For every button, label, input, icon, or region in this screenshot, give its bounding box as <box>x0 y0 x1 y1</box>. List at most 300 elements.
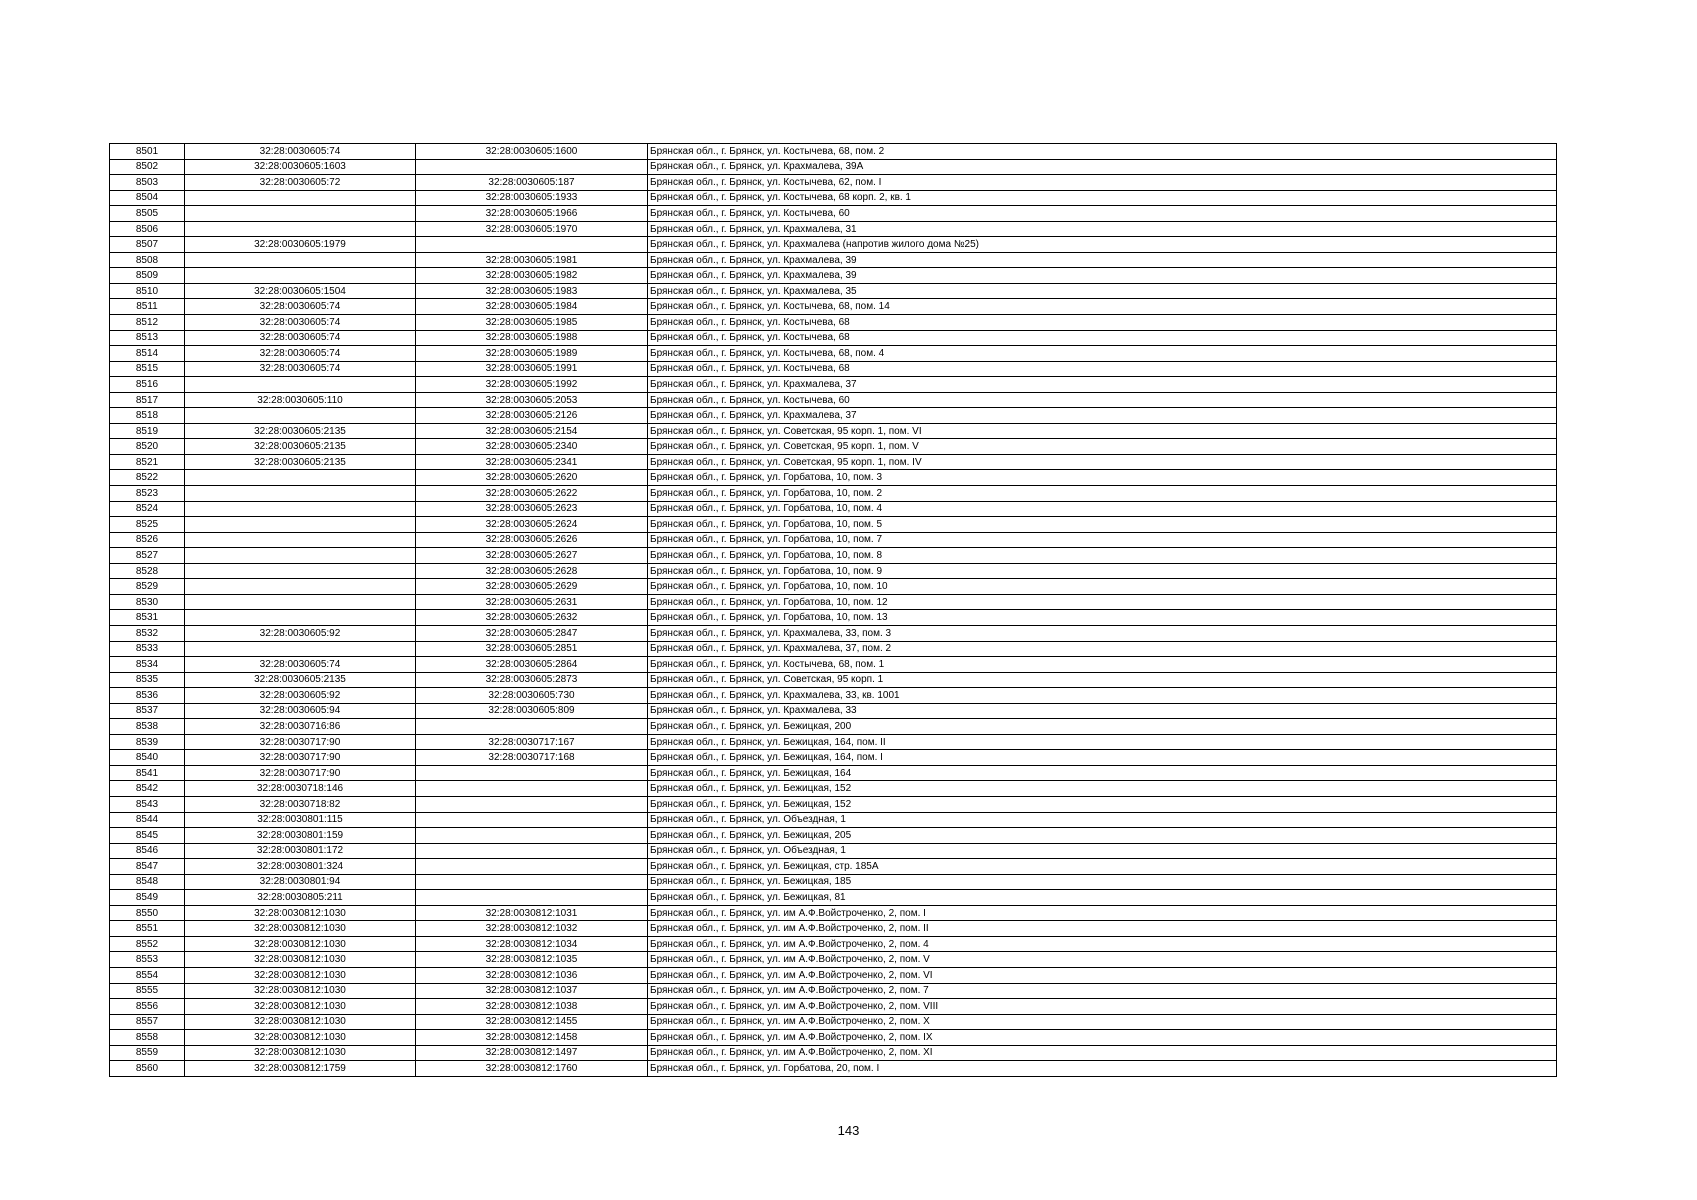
record-number-cell: 8517 <box>110 392 185 408</box>
cadastral-number-cell: 32:28:0030605:2135 <box>185 423 416 439</box>
object-cadastral-number-cell: 32:28:0030812:1760 <box>416 1061 648 1077</box>
address-cell: Брянская обл., г. Брянск, ул. Бежицкая, стр. 185А <box>648 859 1557 875</box>
object-cadastral-number-cell <box>416 159 648 175</box>
object-cadastral-number-cell: 32:28:0030605:2631 <box>416 594 648 610</box>
cadastral-number-cell: 32:28:0030812:1030 <box>185 905 416 921</box>
object-cadastral-number-cell: 32:28:0030605:2632 <box>416 610 648 626</box>
table-row <box>110 206 1557 222</box>
table-row <box>110 330 1557 346</box>
table-row <box>110 346 1557 362</box>
cadastral-number-cell: 32:28:0030605:1603 <box>185 159 416 175</box>
object-cadastral-number-cell <box>416 237 648 253</box>
object-cadastral-number-cell: 32:28:0030605:1991 <box>416 361 648 377</box>
address-cell: Брянская обл., г. Брянск, ул. Крахмалева, 33, пом. 3 <box>648 625 1557 641</box>
table-row <box>110 983 1557 999</box>
object-cadastral-number-cell: 32:28:0030605:1970 <box>416 221 648 237</box>
object-cadastral-number-cell: 32:28:0030605:1992 <box>416 377 648 393</box>
address-cell: Брянская обл., г. Брянск, ул. им А.Ф.Войстроченко, 2, пом. V <box>648 952 1557 968</box>
table-row <box>110 532 1557 548</box>
cadastral-number-cell: 32:28:0030605:74 <box>185 361 416 377</box>
record-number-cell: 8559 <box>110 1045 185 1061</box>
record-number-cell: 8537 <box>110 703 185 719</box>
table-row <box>110 828 1557 844</box>
record-number-cell: 8524 <box>110 501 185 517</box>
cadastral-number-cell <box>185 486 416 502</box>
table-row <box>110 967 1557 983</box>
address-cell: Брянская обл., г. Брянск, ул. им А.Ф.Войстроченко, 2, пом. X <box>648 1014 1557 1030</box>
cadastral-number-cell <box>185 377 416 393</box>
cadastral-number-cell: 32:28:0030812:1030 <box>185 936 416 952</box>
record-number-cell: 8549 <box>110 890 185 906</box>
record-number-cell: 8504 <box>110 190 185 206</box>
address-cell: Брянская обл., г. Брянск, ул. Бежицкая, 185 <box>648 874 1557 890</box>
cadastral-number-cell <box>185 501 416 517</box>
object-cadastral-number-cell: 32:28:0030605:2623 <box>416 501 648 517</box>
table-row <box>110 159 1557 175</box>
record-number-cell: 8507 <box>110 237 185 253</box>
cadastral-number-cell: 32:28:0030812:1030 <box>185 952 416 968</box>
object-cadastral-number-cell: 32:28:0030605:2873 <box>416 672 648 688</box>
cadastral-number-cell: 32:28:0030718:82 <box>185 796 416 812</box>
object-cadastral-number-cell: 32:28:0030605:809 <box>416 703 648 719</box>
table-row <box>110 1045 1557 1061</box>
cadastral-number-cell: 32:28:0030605:74 <box>185 315 416 331</box>
record-number-cell: 8527 <box>110 548 185 564</box>
record-number-cell: 8518 <box>110 408 185 424</box>
record-number-cell: 8512 <box>110 315 185 331</box>
object-cadastral-number-cell <box>416 828 648 844</box>
object-cadastral-number-cell: 32:28:0030812:1458 <box>416 1030 648 1046</box>
address-cell: Брянская обл., г. Брянск, ул. Объездная, 1 <box>648 812 1557 828</box>
record-number-cell: 8508 <box>110 252 185 268</box>
address-cell: Брянская обл., г. Брянск, ул. Горбатова, 10, пом. 13 <box>648 610 1557 626</box>
record-number-cell: 8538 <box>110 719 185 735</box>
cadastral-number-cell: 32:28:0030717:90 <box>185 765 416 781</box>
table-row <box>110 377 1557 393</box>
object-cadastral-number-cell: 32:28:0030605:2628 <box>416 563 648 579</box>
address-cell: Брянская обл., г. Брянск, ул. им А.Ф.Войстроченко, 2, пом. I <box>648 905 1557 921</box>
table-row <box>110 952 1557 968</box>
table-row <box>110 874 1557 890</box>
cadastral-number-cell: 32:28:0030605:1504 <box>185 283 416 299</box>
record-number-cell: 8541 <box>110 765 185 781</box>
table-row <box>110 175 1557 191</box>
record-number-cell: 8548 <box>110 874 185 890</box>
cadastral-number-cell: 32:28:0030605:74 <box>185 144 416 160</box>
object-cadastral-number-cell: 32:28:0030812:1497 <box>416 1045 648 1061</box>
object-cadastral-number-cell <box>416 890 648 906</box>
cadastral-number-cell: 32:28:0030805:211 <box>185 890 416 906</box>
address-cell: Брянская обл., г. Брянск, ул. Советская, 95 корп. 1, пом. VI <box>648 423 1557 439</box>
object-cadastral-number-cell: 32:28:0030605:1982 <box>416 268 648 284</box>
object-cadastral-number-cell: 32:28:0030605:2629 <box>416 579 648 595</box>
table-row <box>110 781 1557 797</box>
cadastral-number-cell: 32:28:0030605:74 <box>185 299 416 315</box>
object-cadastral-number-cell: 32:28:0030605:2620 <box>416 470 648 486</box>
record-number-cell: 8534 <box>110 657 185 673</box>
cadastral-number-cell: 32:28:0030812:1030 <box>185 1045 416 1061</box>
cadastral-number-cell: 32:28:0030812:1030 <box>185 921 416 937</box>
record-number-cell: 8558 <box>110 1030 185 1046</box>
address-cell: Брянская обл., г. Брянск, ул. Бежицкая, 205 <box>648 828 1557 844</box>
record-number-cell: 8531 <box>110 610 185 626</box>
records-table <box>109 143 1557 1077</box>
address-cell: Брянская обл., г. Брянск, ул. Крахмалева, 39 <box>648 252 1557 268</box>
record-number-cell: 8533 <box>110 641 185 657</box>
table-row <box>110 252 1557 268</box>
object-cadastral-number-cell <box>416 796 648 812</box>
table-row <box>110 299 1557 315</box>
cadastral-number-cell: 32:28:0030605:2135 <box>185 439 416 455</box>
record-number-cell: 8501 <box>110 144 185 160</box>
table-row <box>110 765 1557 781</box>
address-cell: Брянская обл., г. Брянск, ул. Горбатова, 10, пом. 5 <box>648 517 1557 533</box>
object-cadastral-number-cell <box>416 874 648 890</box>
object-cadastral-number-cell: 32:28:0030717:167 <box>416 734 648 750</box>
table-row <box>110 470 1557 486</box>
object-cadastral-number-cell: 32:28:0030605:1989 <box>416 346 648 362</box>
record-number-cell: 8556 <box>110 999 185 1015</box>
cadastral-number-cell: 32:28:0030812:1759 <box>185 1061 416 1077</box>
cadastral-number-cell: 32:28:0030717:90 <box>185 734 416 750</box>
cadastral-number-cell <box>185 532 416 548</box>
address-cell: Брянская обл., г. Брянск, ул. Горбатова, 10, пом. 2 <box>648 486 1557 502</box>
record-number-cell: 8550 <box>110 905 185 921</box>
object-cadastral-number-cell: 32:28:0030605:2626 <box>416 532 648 548</box>
cadastral-number-cell: 32:28:0030605:92 <box>185 688 416 704</box>
table-row <box>110 905 1557 921</box>
address-cell: Брянская обл., г. Брянск, ул. Горбатова, 10, пом. 3 <box>648 470 1557 486</box>
cadastral-number-cell: 32:28:0030605:2135 <box>185 454 416 470</box>
table-row <box>110 936 1557 952</box>
object-cadastral-number-cell: 32:28:0030605:2847 <box>416 625 648 641</box>
object-cadastral-number-cell <box>416 765 648 781</box>
table-row <box>110 1061 1557 1077</box>
record-number-cell: 8526 <box>110 532 185 548</box>
object-cadastral-number-cell: 32:28:0030605:2627 <box>416 548 648 564</box>
record-number-cell: 8542 <box>110 781 185 797</box>
record-number-cell: 8535 <box>110 672 185 688</box>
object-cadastral-number-cell <box>416 859 648 875</box>
record-number-cell: 8519 <box>110 423 185 439</box>
object-cadastral-number-cell: 32:28:0030605:2864 <box>416 657 648 673</box>
table-row <box>110 501 1557 517</box>
object-cadastral-number-cell: 32:28:0030605:1984 <box>416 299 648 315</box>
record-number-cell: 8521 <box>110 454 185 470</box>
table-row <box>110 268 1557 284</box>
cadastral-number-cell <box>185 408 416 424</box>
table-row <box>110 283 1557 299</box>
cadastral-number-cell <box>185 252 416 268</box>
table-row <box>110 672 1557 688</box>
address-cell: Брянская обл., г. Брянск, ул. Бежицкая, 152 <box>648 796 1557 812</box>
address-cell: Брянская обл., г. Брянск, ул. Горбатова, 10, пом. 9 <box>648 563 1557 579</box>
record-number-cell: 8557 <box>110 1014 185 1030</box>
cadastral-number-cell: 32:28:0030812:1030 <box>185 1030 416 1046</box>
address-cell: Брянская обл., г. Брянск, ул. Горбатова, 10, пом. 10 <box>648 579 1557 595</box>
table-row <box>110 237 1557 253</box>
address-cell: Брянская обл., г. Брянск, ул. Костычева, 68, пом. 1 <box>648 657 1557 673</box>
address-cell: Брянская обл., г. Брянск, ул. Костычева, 68, пом. 2 <box>648 144 1557 160</box>
object-cadastral-number-cell: 32:28:0030605:730 <box>416 688 648 704</box>
record-number-cell: 8547 <box>110 859 185 875</box>
object-cadastral-number-cell: 32:28:0030605:2624 <box>416 517 648 533</box>
cadastral-number-cell: 32:28:0030812:1030 <box>185 1014 416 1030</box>
cadastral-number-cell <box>185 579 416 595</box>
object-cadastral-number-cell <box>416 781 648 797</box>
record-number-cell: 8560 <box>110 1061 185 1077</box>
address-cell: Брянская обл., г. Брянск, ул. Бежицкая, 152 <box>648 781 1557 797</box>
address-cell: Брянская обл., г. Брянск, ул. Крахмалева, 39А <box>648 159 1557 175</box>
object-cadastral-number-cell: 32:28:0030812:1034 <box>416 936 648 952</box>
cadastral-number-cell <box>185 610 416 626</box>
object-cadastral-number-cell: 32:28:0030605:2340 <box>416 439 648 455</box>
object-cadastral-number-cell: 32:28:0030605:2851 <box>416 641 648 657</box>
address-cell: Брянская обл., г. Брянск, ул. Горбатова, 10, пом. 8 <box>648 548 1557 564</box>
record-number-cell: 8555 <box>110 983 185 999</box>
record-number-cell: 8528 <box>110 563 185 579</box>
record-number-cell: 8544 <box>110 812 185 828</box>
record-number-cell: 8552 <box>110 936 185 952</box>
address-cell: Брянская обл., г. Брянск, ул. им А.Ф.Войстроченко, 2, пом. XI <box>648 1045 1557 1061</box>
object-cadastral-number-cell: 32:28:0030812:1032 <box>416 921 648 937</box>
record-number-cell: 8553 <box>110 952 185 968</box>
address-cell: Брянская обл., г. Брянск, ул. Крахмалева, 33, кв. 1001 <box>648 688 1557 704</box>
address-cell: Брянская обл., г. Брянск, ул. Крахмалева (напротив жилого дома №25) <box>648 237 1557 253</box>
page-number: 143 <box>837 1123 860 1138</box>
cadastral-number-cell <box>185 563 416 579</box>
address-cell: Брянская обл., г. Брянск, ул. Крахмалева, 37 <box>648 377 1557 393</box>
table-row <box>110 859 1557 875</box>
object-cadastral-number-cell: 32:28:0030812:1038 <box>416 999 648 1015</box>
table-row <box>110 548 1557 564</box>
table-row <box>110 408 1557 424</box>
address-cell: Брянская обл., г. Брянск, ул. им А.Ф.Войстроченко, 2, пом. 4 <box>648 936 1557 952</box>
cadastral-number-cell: 32:28:0030605:74 <box>185 657 416 673</box>
table-row <box>110 1030 1557 1046</box>
record-number-cell: 8551 <box>110 921 185 937</box>
address-cell: Брянская обл., г. Брянск, ул. Советская, 95 корп. 1, пом. IV <box>648 454 1557 470</box>
address-cell: Брянская обл., г. Брянск, ул. Бежицкая, 164, пом. II <box>648 734 1557 750</box>
address-cell: Брянская обл., г. Брянск, ул. Бежицкая, 81 <box>648 890 1557 906</box>
record-number-cell: 8509 <box>110 268 185 284</box>
cadastral-number-cell: 32:28:0030605:1979 <box>185 237 416 253</box>
table-row <box>110 517 1557 533</box>
record-number-cell: 8505 <box>110 206 185 222</box>
address-cell: Брянская обл., г. Брянск, ул. Бежицкая, 200 <box>648 719 1557 735</box>
table-row <box>110 703 1557 719</box>
cadastral-number-cell: 32:28:0030605:92 <box>185 625 416 641</box>
record-number-cell: 8502 <box>110 159 185 175</box>
object-cadastral-number-cell: 32:28:0030605:2341 <box>416 454 648 470</box>
object-cadastral-number-cell: 32:28:0030812:1455 <box>416 1014 648 1030</box>
record-number-cell: 8536 <box>110 688 185 704</box>
table-row <box>110 812 1557 828</box>
table-row <box>110 144 1557 160</box>
cadastral-number-cell: 32:28:0030605:72 <box>185 175 416 191</box>
address-cell: Брянская обл., г. Брянск, ул. Крахмалева, 33 <box>648 703 1557 719</box>
cadastral-number-cell: 32:28:0030801:94 <box>185 874 416 890</box>
table-row <box>110 423 1557 439</box>
table-row <box>110 625 1557 641</box>
cadastral-number-cell <box>185 594 416 610</box>
cadastral-number-cell: 32:28:0030801:324 <box>185 859 416 875</box>
address-cell: Брянская обл., г. Брянск, ул. Горбатова, 20, пом. I <box>648 1061 1557 1077</box>
cadastral-number-cell: 32:28:0030801:172 <box>185 843 416 859</box>
record-number-cell: 8515 <box>110 361 185 377</box>
address-cell: Брянская обл., г. Брянск, ул. Крахмалева, 39 <box>648 268 1557 284</box>
record-number-cell: 8503 <box>110 175 185 191</box>
record-number-cell: 8525 <box>110 517 185 533</box>
record-number-cell: 8545 <box>110 828 185 844</box>
table-row <box>110 594 1557 610</box>
object-cadastral-number-cell: 32:28:0030605:1981 <box>416 252 648 268</box>
table-row <box>110 315 1557 331</box>
table-row <box>110 843 1557 859</box>
object-cadastral-number-cell: 32:28:0030605:1985 <box>416 315 648 331</box>
record-number-cell: 8510 <box>110 283 185 299</box>
cadastral-number-cell <box>185 221 416 237</box>
table-row <box>110 688 1557 704</box>
object-cadastral-number-cell: 32:28:0030605:2126 <box>416 408 648 424</box>
table-row <box>110 750 1557 766</box>
table-row <box>110 921 1557 937</box>
table-row <box>110 999 1557 1015</box>
address-cell: Брянская обл., г. Брянск, ул. Советская, 95 корп. 1 <box>648 672 1557 688</box>
address-cell: Брянская обл., г. Брянск, ул. Бежицкая, 164 <box>648 765 1557 781</box>
cadastral-number-cell <box>185 548 416 564</box>
table-row <box>110 719 1557 735</box>
cadastral-number-cell <box>185 517 416 533</box>
table-row <box>110 796 1557 812</box>
record-number-cell: 8522 <box>110 470 185 486</box>
cadastral-number-cell: 32:28:0030605:110 <box>185 392 416 408</box>
object-cadastral-number-cell: 32:28:0030605:187 <box>416 175 648 191</box>
address-cell: Брянская обл., г. Брянск, ул. Костычева, 68 <box>648 330 1557 346</box>
address-cell: Брянская обл., г. Брянск, ул. Костычева, 60 <box>648 392 1557 408</box>
cadastral-number-cell <box>185 268 416 284</box>
cadastral-number-cell: 32:28:0030812:1030 <box>185 999 416 1015</box>
address-cell: Брянская обл., г. Брянск, ул. Крахмалева, 35 <box>648 283 1557 299</box>
address-cell: Брянская обл., г. Брянск, ул. Объездная, 1 <box>648 843 1557 859</box>
record-number-cell: 8520 <box>110 439 185 455</box>
object-cadastral-number-cell: 32:28:0030605:1966 <box>416 206 648 222</box>
address-cell: Брянская обл., г. Брянск, ул. Горбатова, 10, пом. 7 <box>648 532 1557 548</box>
record-number-cell: 8540 <box>110 750 185 766</box>
object-cadastral-number-cell: 32:28:0030812:1036 <box>416 967 648 983</box>
cadastral-number-cell: 32:28:0030717:90 <box>185 750 416 766</box>
cadastral-number-cell: 32:28:0030605:94 <box>185 703 416 719</box>
address-cell: Брянская обл., г. Брянск, ул. Горбатова, 10, пом. 4 <box>648 501 1557 517</box>
table-row <box>110 1014 1557 1030</box>
record-number-cell: 8546 <box>110 843 185 859</box>
record-number-cell: 8539 <box>110 734 185 750</box>
cadastral-number-cell: 32:28:0030812:1030 <box>185 983 416 999</box>
cadastral-number-cell: 32:28:0030812:1030 <box>185 967 416 983</box>
object-cadastral-number-cell: 32:28:0030605:1933 <box>416 190 648 206</box>
address-cell: Брянская обл., г. Брянск, ул. Костычева, 68 корп. 2, кв. 1 <box>648 190 1557 206</box>
table-row <box>110 361 1557 377</box>
object-cadastral-number-cell: 32:28:0030717:168 <box>416 750 648 766</box>
object-cadastral-number-cell: 32:28:0030812:1037 <box>416 983 648 999</box>
record-number-cell: 8513 <box>110 330 185 346</box>
object-cadastral-number-cell: 32:28:0030605:2053 <box>416 392 648 408</box>
cadastral-number-cell: 32:28:0030605:74 <box>185 346 416 362</box>
record-number-cell: 8530 <box>110 594 185 610</box>
cadastral-number-cell <box>185 190 416 206</box>
record-number-cell: 8523 <box>110 486 185 502</box>
object-cadastral-number-cell: 32:28:0030812:1035 <box>416 952 648 968</box>
cadastral-number-cell: 32:28:0030718:146 <box>185 781 416 797</box>
address-cell: Брянская обл., г. Брянск, ул. Костычева, 68 <box>648 315 1557 331</box>
table-row <box>110 657 1557 673</box>
address-cell: Брянская обл., г. Брянск, ул. им А.Ф.Войстроченко, 2, пом. 7 <box>648 983 1557 999</box>
object-cadastral-number-cell <box>416 843 648 859</box>
table-row <box>110 392 1557 408</box>
object-cadastral-number-cell: 32:28:0030605:1600 <box>416 144 648 160</box>
table-row <box>110 579 1557 595</box>
cadastral-number-cell <box>185 641 416 657</box>
table-row <box>110 890 1557 906</box>
object-cadastral-number-cell: 32:28:0030605:1983 <box>416 283 648 299</box>
address-cell: Брянская обл., г. Брянск, ул. им А.Ф.Войстроченко, 2, пом. II <box>648 921 1557 937</box>
record-number-cell: 8529 <box>110 579 185 595</box>
cadastral-number-cell: 32:28:0030801:159 <box>185 828 416 844</box>
cadastral-number-cell <box>185 206 416 222</box>
address-cell: Брянская обл., г. Брянск, ул. Крахмалева, 31 <box>648 221 1557 237</box>
address-cell: Брянская обл., г. Брянск, ул. им А.Ф.Войстроченко, 2, пом. VIII <box>648 999 1557 1015</box>
object-cadastral-number-cell: 32:28:0030605:1988 <box>416 330 648 346</box>
cadastral-number-cell: 32:28:0030605:74 <box>185 330 416 346</box>
address-cell: Брянская обл., г. Брянск, ул. Костычева, 68 <box>648 361 1557 377</box>
cadastral-number-cell <box>185 470 416 486</box>
record-number-cell: 8511 <box>110 299 185 315</box>
address-cell: Брянская обл., г. Брянск, ул. Бежицкая, 164, пом. I <box>648 750 1557 766</box>
record-number-cell: 8514 <box>110 346 185 362</box>
table-row <box>110 454 1557 470</box>
table-row <box>110 439 1557 455</box>
record-number-cell: 8543 <box>110 796 185 812</box>
table-row <box>110 486 1557 502</box>
record-number-cell: 8532 <box>110 625 185 641</box>
table-row <box>110 610 1557 626</box>
address-cell: Брянская обл., г. Брянск, ул. Костычева, 68, пом. 14 <box>648 299 1557 315</box>
cadastral-number-cell: 32:28:0030801:115 <box>185 812 416 828</box>
address-cell: Брянская обл., г. Брянск, ул. Советская, 95 корп. 1, пом. V <box>648 439 1557 455</box>
record-number-cell: 8506 <box>110 221 185 237</box>
cadastral-number-cell: 32:28:0030605:2135 <box>185 672 416 688</box>
address-cell: Брянская обл., г. Брянск, ул. Горбатова, 10, пом. 12 <box>648 594 1557 610</box>
object-cadastral-number-cell <box>416 719 648 735</box>
address-cell: Брянская обл., г. Брянск, ул. им А.Ф.Войстроченко, 2, пом. VI <box>648 967 1557 983</box>
object-cadastral-number-cell: 32:28:0030605:2154 <box>416 423 648 439</box>
record-number-cell: 8516 <box>110 377 185 393</box>
address-cell: Брянская обл., г. Брянск, ул. им А.Ф.Войстроченко, 2, пом. IX <box>648 1030 1557 1046</box>
address-cell: Брянская обл., г. Брянск, ул. Костычева, 68, пом. 4 <box>648 346 1557 362</box>
address-cell: Брянская обл., г. Брянск, ул. Костычева, 60 <box>648 206 1557 222</box>
table-row <box>110 734 1557 750</box>
cadastral-number-cell: 32:28:0030716:86 <box>185 719 416 735</box>
table-row <box>110 221 1557 237</box>
address-cell: Брянская обл., г. Брянск, ул. Крахмалева, 37, пом. 2 <box>648 641 1557 657</box>
object-cadastral-number-cell <box>416 812 648 828</box>
table-row <box>110 190 1557 206</box>
address-cell: Брянская обл., г. Брянск, ул. Крахмалева, 37 <box>648 408 1557 424</box>
table-row <box>110 563 1557 579</box>
object-cadastral-number-cell: 32:28:0030605:2622 <box>416 486 648 502</box>
object-cadastral-number-cell: 32:28:0030812:1031 <box>416 905 648 921</box>
records-table-body <box>110 144 1557 1077</box>
